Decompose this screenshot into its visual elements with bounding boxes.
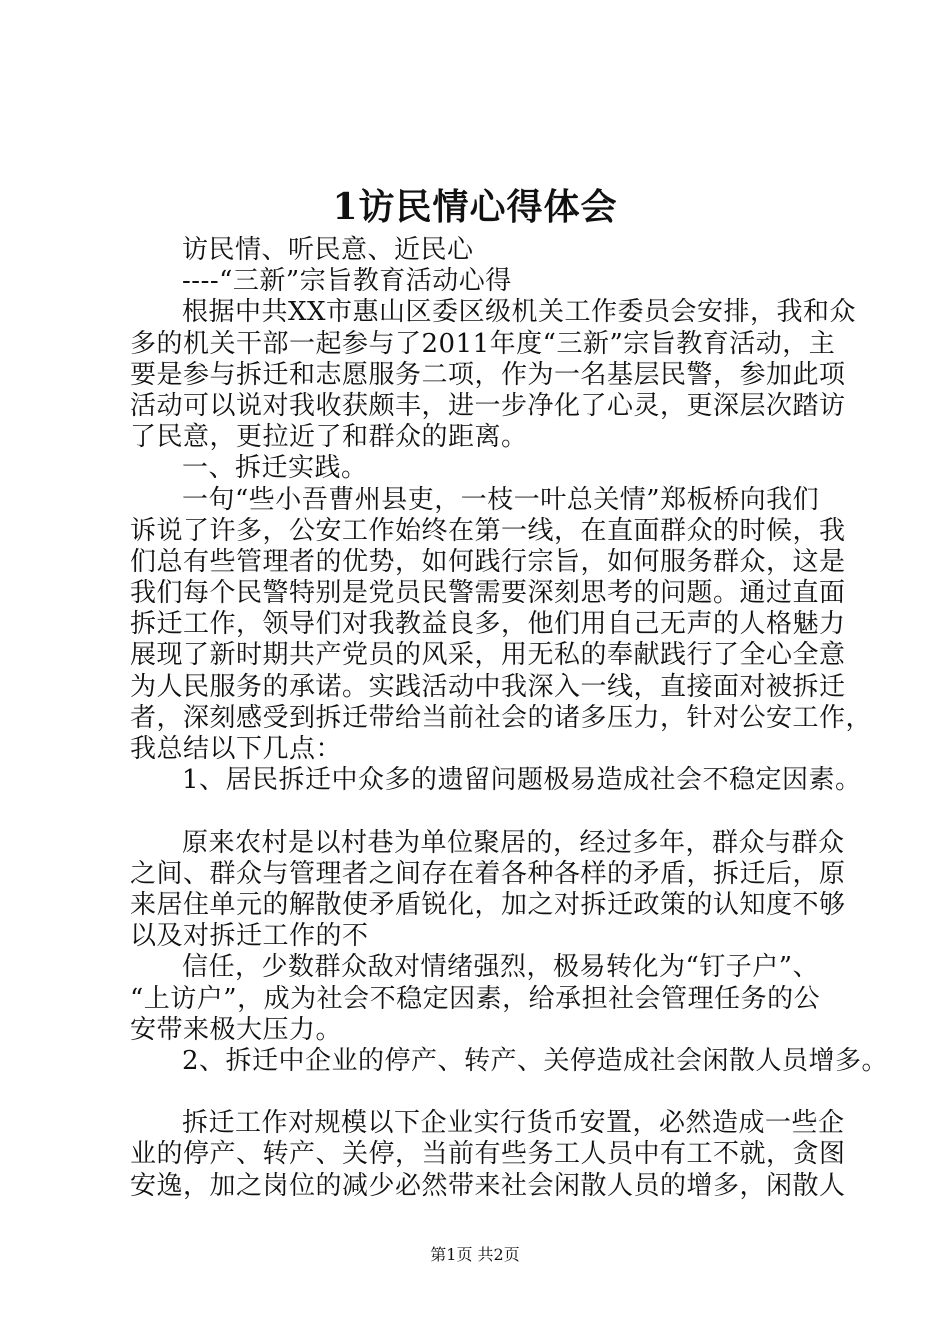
paragraph-line: 展现了新时期共产党员的风采，用无私的奉献践行了全心全意 — [130, 640, 846, 671]
blank-line — [130, 1077, 830, 1108]
paragraph-line: 了民意，更拉近了和群众的距离。 — [130, 422, 528, 453]
paragraph-line: 者，深刻感受到拆迁带给当前社会的诸多压力，针对公安工作， — [130, 702, 873, 733]
paragraph-line: 来居住单元的解散使矛盾锐化，加之对拆迁政策的认知度不够 — [130, 889, 846, 920]
paragraph-line: 拆迁工作对规模以下企业实行货币安置，必然造成一些企 — [182, 1108, 845, 1139]
paragraph-line: 原来农村是以村巷为单位聚居的，经过多年，群众与群众 — [182, 827, 845, 858]
paragraph-line: 一句“些小吾曹州县吏，一枝一叶总关情”郑板桥向我们 — [182, 484, 820, 515]
paragraph-line: 以及对拆迁工作的不 — [130, 921, 369, 952]
paragraph-line: 诉说了许多，公安工作始终在第一线，在直面群众的时候，我 — [130, 515, 846, 546]
paragraph-line: 多的机关干部一起参与了2011年度“三新”宗旨教育活动，主 — [130, 328, 836, 359]
paragraph-line: “上访户”，成为社会不稳定因素，给承担社会管理任务的公 — [130, 983, 821, 1014]
paragraph-line: 活动可以说对我收获颇丰，进一步净化了心灵，更深层次踏访 — [130, 390, 846, 421]
page-footer: 第1页 共2页 — [430, 1245, 520, 1264]
blank-line — [130, 796, 830, 827]
paragraph-line: 拆迁工作，领导们对我教益良多，他们用自己无声的人格魅力 — [130, 609, 846, 640]
paragraph-line: 信任，少数群众敌对情绪强烈，极易转化为“钉子户”、 — [182, 952, 820, 983]
paragraph-line: 们总有些管理者的优势，如何践行宗旨，如何服务群众，这是 — [130, 546, 846, 577]
document-title: 1访民情心得体会 — [332, 186, 618, 228]
list-point-heading: 1、居民拆迁中众多的遗留问题极易造成社会不稳定因素。 — [182, 765, 862, 796]
subtitle-line: 访民情、听民意、近民心 — [182, 235, 474, 265]
paragraph-line: 根据中共XX市惠山区委区级机关工作委员会安排，我和众 — [182, 297, 857, 328]
document-body — [130, 235, 889, 1202]
paragraph-line: 我们每个民警特别是党员民警需要深刻思考的问题。通过直面 — [130, 578, 846, 609]
list-point-heading: 2、拆迁中企业的停产、转产、关停造成社会闲散人员增多。 — [182, 1045, 889, 1076]
paragraph-line: 之间、群众与管理者之间存在着各种各样的矛盾，拆迁后，原 — [130, 858, 846, 889]
paragraph-line: 为人民服务的承诺。实践活动中我深入一线，直接面对被拆迁 — [130, 671, 846, 702]
paragraph-line: 安带来极大压力。 — [130, 1014, 343, 1045]
paragraph-line: 安逸，加之岗位的减少必然带来社会闲散人员的增多，闲散人 — [130, 1170, 846, 1201]
subtitle-line: ----“三新”宗旨教育活动心得 — [182, 266, 512, 297]
section-heading: 一、拆迁实践。 — [182, 453, 368, 484]
paragraph-line: 我总结以下几点： — [130, 734, 343, 764]
paragraph-line: 业的停产、转产、关停，当前有些务工人员中有工不就，贪图 — [130, 1139, 846, 1170]
paragraph-line: 要是参与拆迁和志愿服务二项，作为一名基层民警，参加此项 — [130, 359, 846, 390]
